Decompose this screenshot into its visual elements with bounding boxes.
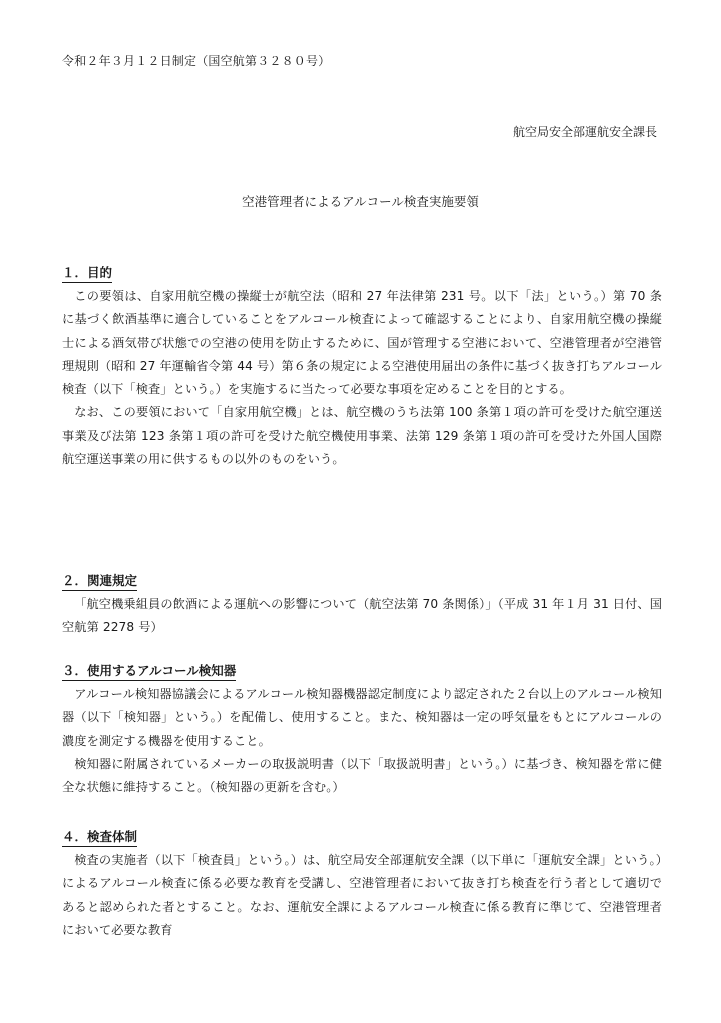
section-paragraph: 検査の実施者（以下「検査員」という。）は、航空局安全部運航安全課（以下単に「運航安全課」という。）によるアルコール検査に係る必要な教育を受講し、空港管理者において抜き打ち検査を行う者として適切であると認められた者とすること。なお、運航安全課によるアルコール検査に係る教育に準じて、空港管理者において必要な教育: [62, 853, 662, 937]
section-purpose: [62, 262, 662, 471]
section-heading: ２．関連規定: [62, 571, 137, 591]
section-paragraph: アルコール検知器協議会によるアルコール検知器機器認定制度により認定された２台以上のアルコール検知器（以下「検知器」という。）を配備し、使用すること。また、検知器は一定の呼気量をもとにアルコールの濃度を測定する機器を使用すること。: [62, 687, 662, 748]
section-paragraph: 「航空機乗組員の飲酒による運航への影響について（航空法第 70 条関係）」（平成 31 年１月 31 日付、国空航第 2278 号）: [62, 597, 662, 635]
section-related-rules: [62, 570, 662, 640]
section-heading: １．目的: [62, 263, 112, 283]
section-heading: ３．使用するアルコール検知器: [62, 661, 236, 681]
document-title: 空港管理者によるアルコール検査実施要領: [242, 194, 479, 209]
section-heading: ４．検査体制: [62, 827, 137, 847]
enactment-line: 令和２年３月１２日制定（国空航第３２８０号）: [62, 54, 331, 68]
issuer-line: 航空局安全部運航安全課長: [512, 125, 657, 139]
section-paragraph: なお、この要領において「自家用航空機」とは、航空機のうち法第 100 条第１項の許可を受けた航空運送事業及び法第 123 条第１項の許可を受けた航空機使用事業、法第 129 条第１項の許可を受けた外国人国際航空運送事業の用に供するもの以外のものをいう。: [62, 405, 662, 467]
section-paragraph: 検知器に附属されているメーカーの取扱説明書（以下「取扱説明書」という。）に基づき、検知器を常に健全な状態に維持すること。（検知器の更新を含む。）: [62, 756, 662, 795]
section-inspection-system: [62, 826, 662, 942]
section-alcohol-detector: [62, 660, 662, 799]
section-paragraph: この要領は、自家用航空機の操縦士が航空法（昭和 27 年法律第 231 号。以下「法」という。）第 70 条に基づく飲酒基準に適合していることをアルコール検査によって確認することにより、自家用航空機の操縦士による酒気帯び状態での空港の使用を防止するために、国が管理する空港において、空港管理者が空港管理規則（昭和 27 年運輸省令第 44 号）第６条の規定による空港使用届出の条件に基づく抜き打ちアルコール検査（以下「検査」という。）を実施するに当たって必要な事項を定めることを目的とする。: [62, 289, 662, 397]
